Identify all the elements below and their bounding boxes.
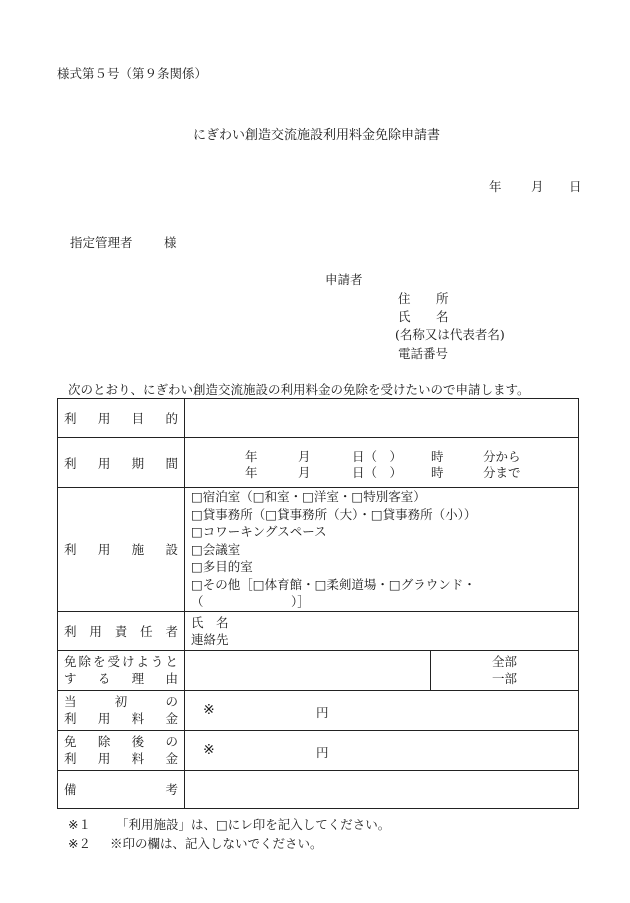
addressee-suffix: 様 xyxy=(164,235,177,250)
after-fee-mark: ※ xyxy=(203,741,215,758)
name-note: (名称又は代表者名) xyxy=(395,327,505,342)
purpose-label: 利 用 目 的 xyxy=(58,399,185,438)
reason-row xyxy=(58,650,579,690)
intro-text: 次のとおり、にぎわい創造交流施設の利用料金の免除を受けたいので申請します。 xyxy=(68,382,530,397)
facility-option-other[interactable]: □その他［□体育館・□柔剣道場・□グラウンド・（ ）］ xyxy=(191,576,476,609)
initial-fee-label: 当 初 の 利 用 料 金 xyxy=(58,690,185,730)
reason-label: 免 除 を 受 け よ う と す る 理 由 xyxy=(58,650,185,690)
after-fee-value xyxy=(185,730,579,770)
reason-option-full[interactable]: 全部 xyxy=(491,654,517,669)
responsible-label: 利 用 責 任 者 xyxy=(58,611,185,650)
period-label: 利 用 期 間 xyxy=(58,438,185,488)
initial-fee-value xyxy=(185,690,579,730)
note-1-mark: ※１ xyxy=(68,817,91,832)
name-label-2: 名 xyxy=(436,309,449,324)
note-2-mark: ※２ xyxy=(68,836,91,851)
reason-option-partial[interactable]: 一部 xyxy=(491,671,517,686)
facility-label: 利 用 施 設 xyxy=(58,488,185,612)
period-row xyxy=(58,438,579,488)
date-year: 年 xyxy=(489,179,502,194)
remarks-row xyxy=(58,770,579,808)
phone-label: 電話番号 xyxy=(398,346,449,361)
responsible-contact-field: 連絡先 xyxy=(191,631,229,647)
addressee-title: 指定管理者 xyxy=(70,235,133,250)
after-fee-row xyxy=(58,730,579,770)
after-fee-yen: 円 xyxy=(316,744,329,760)
period-from-line: 年 月 日（ ） 時 分から xyxy=(245,448,521,464)
facility-option-office[interactable]: □貸事務所（□貸事務所（大）・□貸事務所（小）） xyxy=(191,506,477,522)
facility-option-coworking[interactable]: □コワーキングスペース xyxy=(191,524,327,539)
responsible-value[interactable] xyxy=(185,611,579,650)
period-to-line: 年 月 日（ ） 時 分まで xyxy=(245,464,521,480)
address-label-1: 住 xyxy=(398,291,411,306)
remarks-value[interactable] xyxy=(185,770,579,808)
facility-option-lodging[interactable]: □宿泊室（□和室・□洋室・□特別客室） xyxy=(191,489,426,504)
date-month: 月 xyxy=(531,179,544,194)
period-value[interactable] xyxy=(185,438,579,488)
form-number: 様式第５号（第９条関係） xyxy=(57,66,208,81)
facility-option-meeting-room[interactable]: □会議室 xyxy=(191,541,241,557)
purpose-row xyxy=(58,399,579,438)
address-label-2: 所 xyxy=(436,291,449,306)
responsible-row xyxy=(58,611,579,650)
purpose-value[interactable] xyxy=(185,399,579,438)
reason-scope xyxy=(431,650,579,690)
initial-fee-row xyxy=(58,690,579,730)
name-label-1: 氏 xyxy=(398,309,411,324)
facility-row xyxy=(58,488,579,612)
initial-fee-mark: ※ xyxy=(203,701,215,718)
note-2-text: ※印の欄は、記入しないでください。 xyxy=(110,836,323,851)
reason-value[interactable] xyxy=(185,650,431,690)
facility-option-multipurpose[interactable]: □多目的室 xyxy=(191,559,253,574)
responsible-name-field: 氏 名 xyxy=(191,614,229,630)
applicant-heading: 申請者 xyxy=(325,272,363,287)
after-fee-label: 免 除 後 の 利 用 料 金 xyxy=(58,730,185,770)
note-1-text: 「利用施設」は、□にレ印を記入してください。 xyxy=(116,817,391,832)
remarks-label: 備 考 xyxy=(58,770,185,808)
document-title: にぎわい創造交流施設利用料金免除申請書 xyxy=(193,128,441,143)
facility-options xyxy=(185,488,579,612)
date-day: 日 xyxy=(569,179,582,194)
initial-fee-yen: 円 xyxy=(316,704,329,720)
application-table xyxy=(57,398,579,809)
